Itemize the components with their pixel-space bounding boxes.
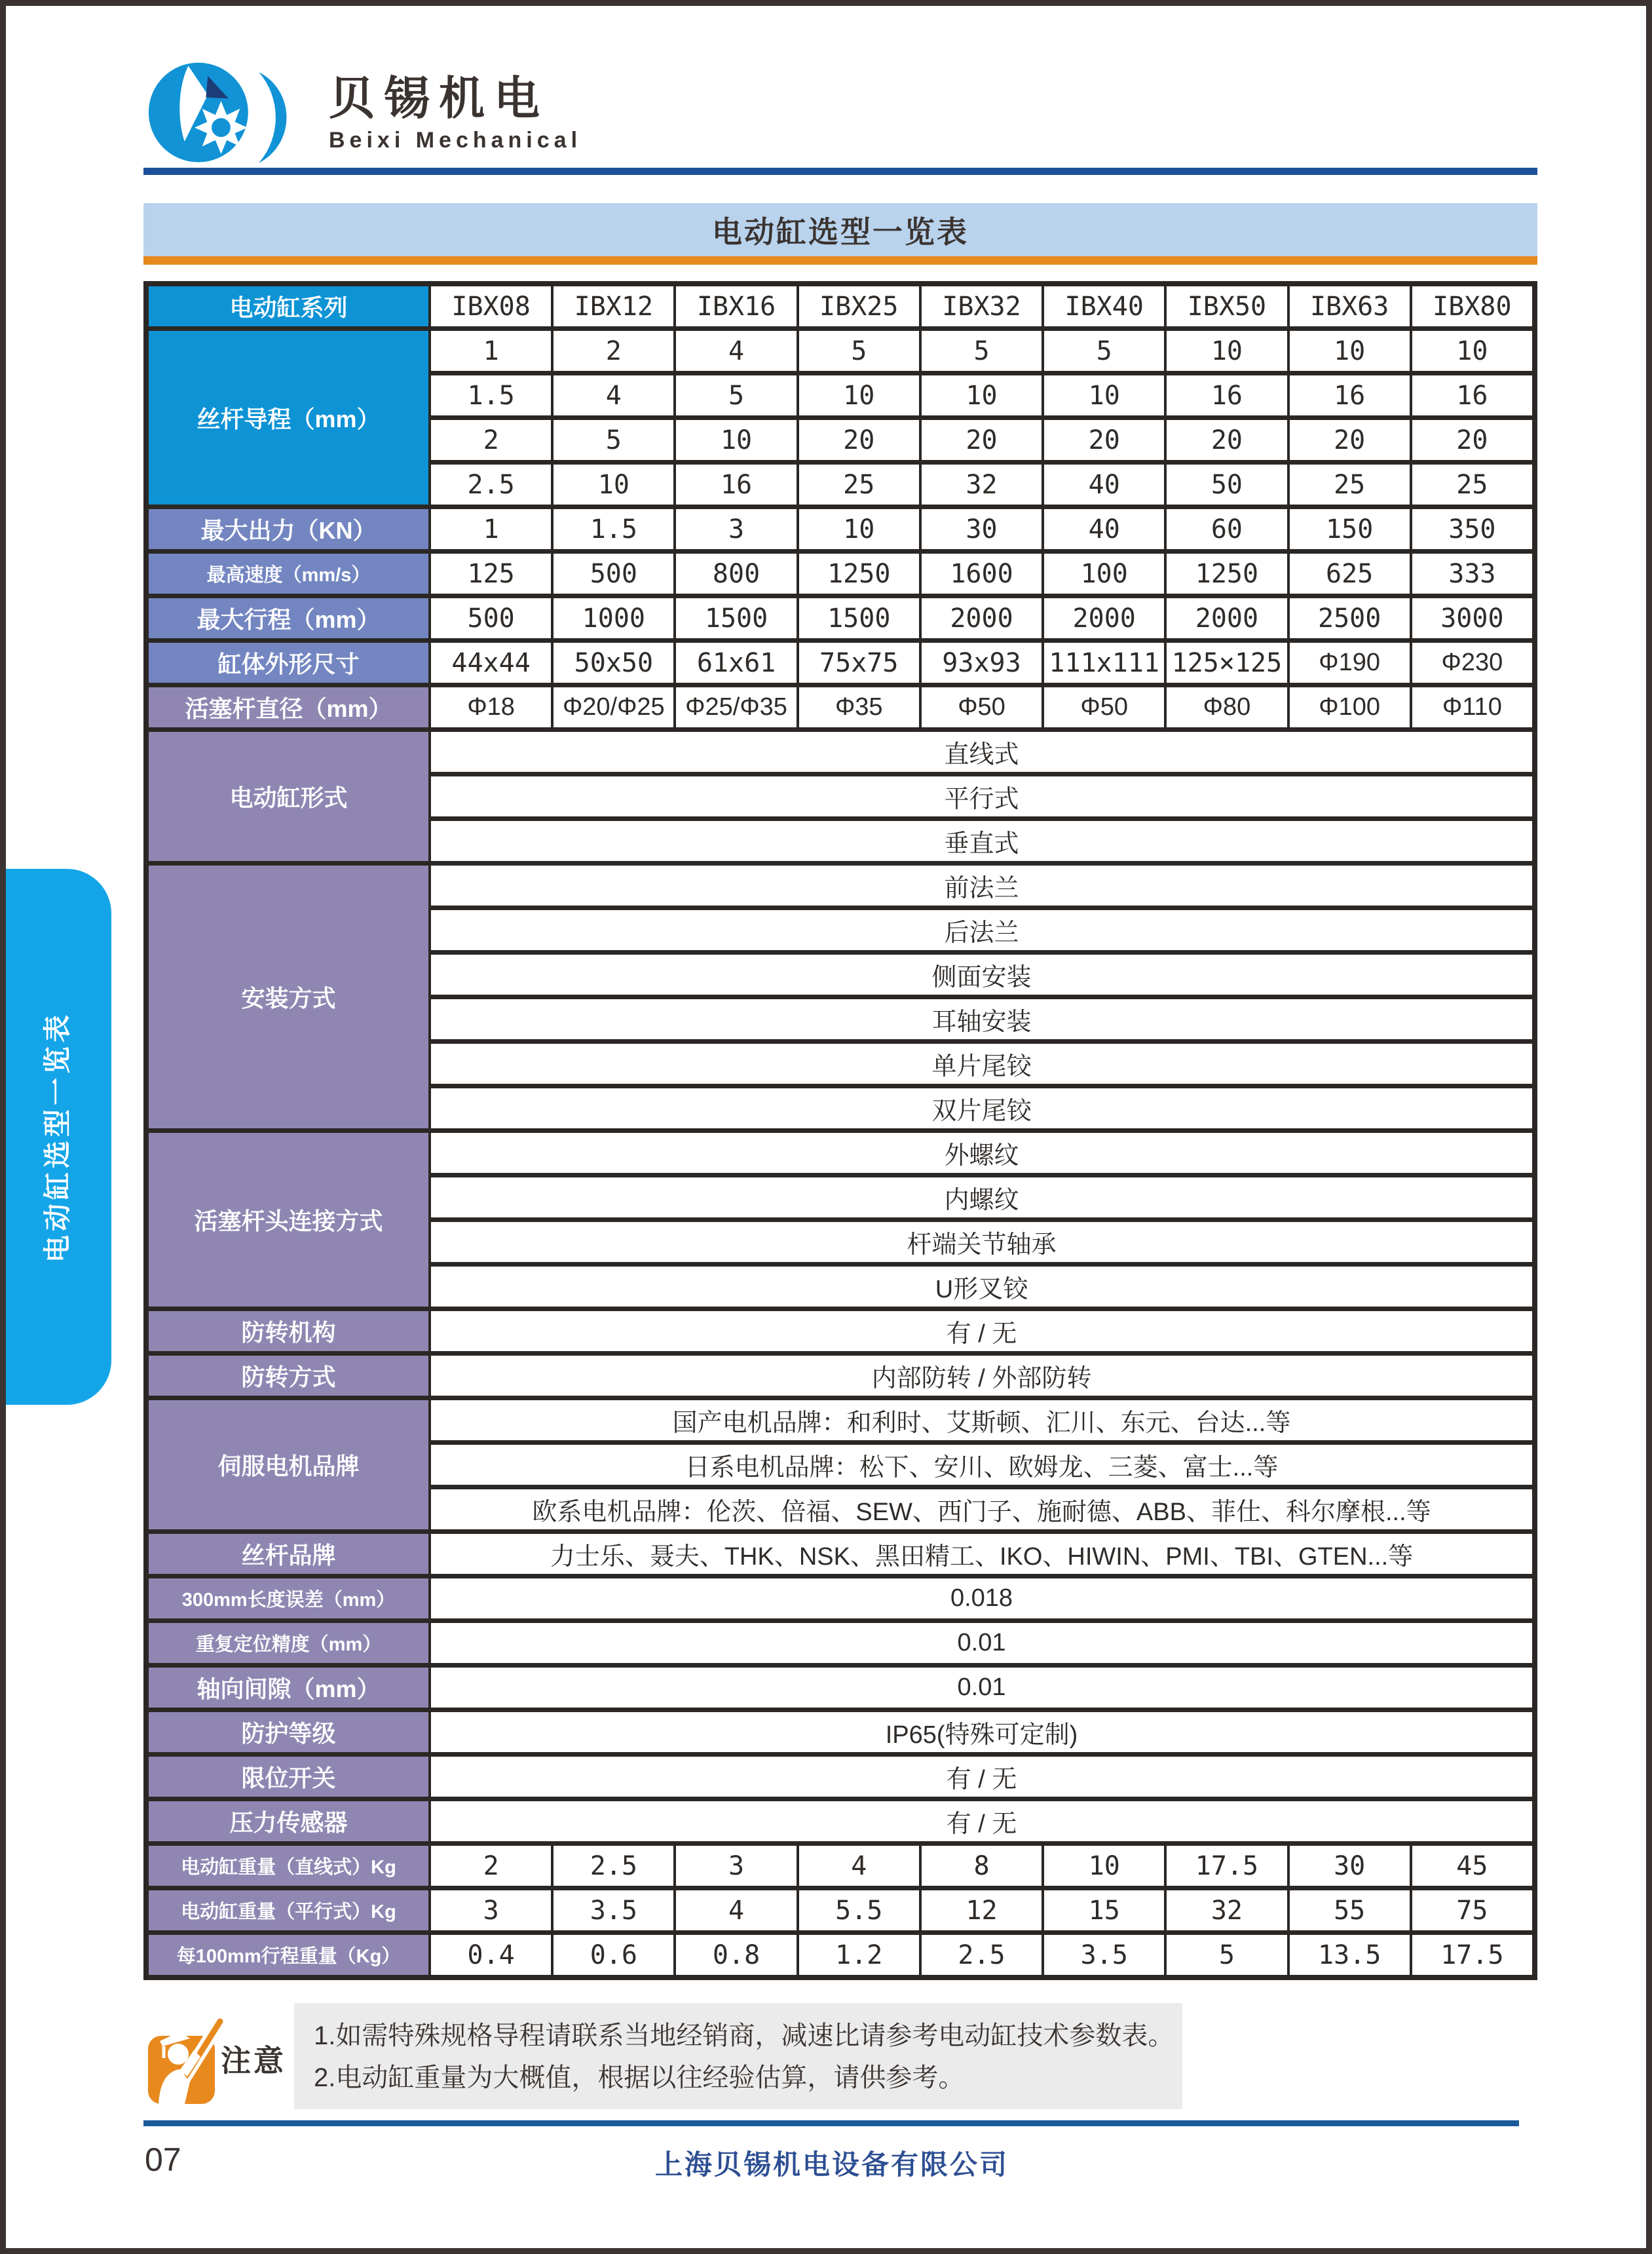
row-label: 活塞杆直径（mm）: [149, 687, 428, 727]
page-number: 07: [145, 2141, 181, 2178]
row-label: 防转方式: [149, 1356, 428, 1396]
series-header-cell: IBX50: [1167, 286, 1286, 326]
data-cell: 2000: [1167, 598, 1286, 638]
data-cell: 3: [431, 1890, 551, 1930]
data-cell: 500: [431, 598, 551, 638]
merged-cell: 后法兰: [431, 910, 1532, 950]
row-label: 伺服电机品牌: [149, 1400, 428, 1529]
data-cell: 10: [1044, 375, 1164, 415]
data-cell: 1250: [799, 554, 919, 594]
data-cell: 100: [1044, 554, 1164, 594]
data-cell: 10: [676, 420, 796, 460]
data-cell: 32: [922, 465, 1042, 505]
side-tab-label: 电动缸选型一览表: [42, 1010, 73, 1263]
row-label: 电动缸重量（直线式）Kg: [149, 1846, 428, 1886]
data-cell: 3.5: [1044, 1935, 1164, 1975]
data-cell: 50x50: [554, 643, 673, 683]
data-cell: 800: [676, 554, 796, 594]
merged-cell: 有 / 无: [431, 1801, 1532, 1841]
data-cell: 1600: [922, 554, 1042, 594]
data-cell: 2: [431, 1846, 551, 1886]
data-cell: 12: [922, 1890, 1042, 1930]
data-cell: 8: [922, 1846, 1042, 1886]
data-cell: Φ80: [1167, 687, 1286, 727]
data-cell: 2: [431, 420, 551, 460]
data-cell: 60: [1167, 509, 1286, 549]
data-cell: 2.5: [554, 1846, 673, 1886]
data-cell: 44x44: [431, 643, 551, 683]
merged-cell: 直线式: [431, 732, 1532, 772]
data-cell: 16: [676, 465, 796, 505]
data-cell: 16: [1167, 375, 1286, 415]
data-cell: 61x61: [676, 643, 796, 683]
row-label: 电动缸重量（平行式）Kg: [149, 1890, 428, 1930]
data-cell: 20: [1290, 420, 1410, 460]
note-section: [143, 2003, 1537, 2109]
data-cell: Φ50: [922, 687, 1042, 727]
data-cell: 2: [554, 331, 673, 371]
series-header-cell: IBX32: [922, 286, 1042, 326]
merged-cell: 外螺纹: [431, 1133, 1532, 1173]
data-cell: 20: [1167, 420, 1286, 460]
data-cell: 4: [676, 331, 796, 371]
merged-cell: 内螺纹: [431, 1177, 1532, 1217]
row-label: 缸体外形尺寸: [149, 643, 428, 683]
row-label: 安装方式: [149, 866, 428, 1128]
data-cell: 1500: [799, 598, 919, 638]
data-cell: 55: [1290, 1890, 1410, 1930]
data-cell: 5: [554, 420, 673, 460]
row-label: 最高速度（mm/s）: [149, 554, 428, 594]
merged-cell: 日系电机品牌：松下、安川、欧姆龙、三菱、富士...等: [431, 1445, 1532, 1485]
data-cell: Φ18: [431, 687, 551, 727]
data-cell: Φ20/Φ25: [554, 687, 673, 727]
data-cell: 40: [1044, 509, 1164, 549]
data-cell: 0.6: [554, 1935, 673, 1975]
data-cell: 3: [676, 509, 796, 549]
row-label: 最大行程（mm）: [149, 598, 428, 638]
data-cell: 125×125: [1167, 643, 1286, 683]
data-cell: 75x75: [799, 643, 919, 683]
data-cell: Φ190: [1290, 643, 1410, 683]
row-label: 轴向间隙（mm）: [149, 1668, 428, 1708]
merged-cell: 0.01: [431, 1623, 1532, 1663]
data-cell: 20: [1044, 420, 1164, 460]
data-cell: 20: [1412, 420, 1532, 460]
data-cell: Φ230: [1412, 643, 1532, 683]
data-cell: 2000: [922, 598, 1042, 638]
data-cell: 5: [1044, 331, 1164, 371]
data-cell: 2.5: [922, 1935, 1042, 1975]
merged-cell: U形叉铰: [431, 1267, 1532, 1307]
data-cell: 30: [1290, 1846, 1410, 1886]
company-name: 上海贝锡机电设备有限公司: [654, 2149, 1009, 2180]
brand-divider: [143, 168, 1537, 175]
data-cell: 10: [922, 375, 1042, 415]
note-icon: [147, 2008, 225, 2107]
merged-cell: 侧面安装: [431, 955, 1532, 995]
merged-cell: 力士乐、聂夫、THK、NSK、黑田精工、IKO、HIWIN、PMI、TBI、GTEN...等: [431, 1534, 1532, 1574]
merged-cell: 国产电机品牌：和利时、艾斯顿、汇川、东元、台达...等: [431, 1400, 1532, 1440]
row-label: 限位开关: [149, 1757, 428, 1797]
data-cell: 15: [1044, 1890, 1164, 1930]
data-cell: 10: [1044, 1846, 1164, 1886]
data-cell: 5.5: [799, 1890, 919, 1930]
data-cell: 4: [799, 1846, 919, 1886]
row-label: 压力传感器: [149, 1801, 428, 1841]
data-cell: Φ35: [799, 687, 919, 727]
data-cell: 13.5: [1290, 1935, 1410, 1975]
data-cell: 25: [1290, 465, 1410, 505]
data-cell: 1: [431, 331, 551, 371]
data-cell: 1500: [676, 598, 796, 638]
data-cell: 17.5: [1412, 1935, 1532, 1975]
data-cell: Φ110: [1412, 687, 1532, 727]
merged-cell: 前法兰: [431, 866, 1532, 906]
note-label: 注意: [221, 2044, 286, 2078]
data-cell: 25: [799, 465, 919, 505]
data-cell: 16: [1290, 375, 1410, 415]
data-cell: 3.5: [554, 1890, 673, 1930]
data-cell: 10: [1290, 331, 1410, 371]
series-label: 电动缸系列: [149, 286, 428, 326]
data-cell: 10: [1412, 331, 1532, 371]
data-cell: 2000: [1044, 598, 1164, 638]
row-label: 防护等级: [149, 1712, 428, 1752]
data-cell: 5: [1167, 1935, 1286, 1975]
data-cell: 5: [922, 331, 1042, 371]
data-cell: 10: [799, 509, 919, 549]
series-header-cell: IBX80: [1412, 286, 1532, 326]
row-label: 最大出力（KN）: [149, 509, 428, 549]
data-cell: 625: [1290, 554, 1410, 594]
data-cell: 4: [554, 375, 673, 415]
brand-text: [329, 72, 582, 153]
series-header-cell: IBX08: [431, 286, 551, 326]
merged-cell: 有 / 无: [431, 1311, 1532, 1351]
data-cell: 125: [431, 554, 551, 594]
page-title: 电动缸选型一览表: [712, 214, 969, 249]
data-cell: Φ25/Φ35: [676, 687, 796, 727]
spec-table: [143, 281, 1537, 1980]
row-label: 丝杆导程（mm）: [149, 331, 428, 505]
data-cell: 2.5: [431, 465, 551, 505]
data-cell: 10: [799, 375, 919, 415]
data-cell: 75: [1412, 1890, 1532, 1930]
merged-cell: 0.01: [431, 1668, 1532, 1708]
row-label: 丝杆品牌: [149, 1534, 428, 1574]
data-cell: 1.2: [799, 1935, 919, 1975]
data-cell: 16: [1412, 375, 1532, 415]
data-cell: 2500: [1290, 598, 1410, 638]
data-cell: 333: [1412, 554, 1532, 594]
data-cell: Φ100: [1290, 687, 1410, 727]
merged-cell: 杆端关节轴承: [431, 1222, 1532, 1262]
data-cell: 1000: [554, 598, 673, 638]
data-cell: 20: [922, 420, 1042, 460]
side-tab: [0, 869, 111, 1405]
data-cell: 45: [1412, 1846, 1532, 1886]
data-cell: 0.8: [676, 1935, 796, 1975]
series-header-cell: IBX12: [554, 286, 673, 326]
row-label: 300mm长度误差（mm）: [149, 1578, 428, 1618]
brand-name-cn: 贝锡机电: [329, 72, 549, 124]
data-cell: 150: [1290, 509, 1410, 549]
merged-cell: 0.018: [431, 1578, 1532, 1618]
data-cell: 1: [431, 509, 551, 549]
data-cell: 111x111: [1044, 643, 1164, 683]
note-line-2: 2.电动缸重量为大概值，根据以往经验估算，请供参考。: [314, 2063, 965, 2092]
data-cell: 32: [1167, 1890, 1286, 1930]
data-cell: 3000: [1412, 598, 1532, 638]
data-cell: Φ50: [1044, 687, 1164, 727]
series-header-cell: IBX16: [676, 286, 796, 326]
data-cell: 10: [554, 465, 673, 505]
series-header-cell: IBX63: [1290, 286, 1410, 326]
data-cell: 20: [799, 420, 919, 460]
merged-cell: 双片尾铰: [431, 1088, 1532, 1128]
data-cell: 40: [1044, 465, 1164, 505]
page-title-bar: [143, 203, 1537, 265]
data-cell: 30: [922, 509, 1042, 549]
data-cell: 1.5: [431, 375, 551, 415]
brand-header: [147, 58, 582, 170]
data-cell: 1250: [1167, 554, 1286, 594]
note-box: [294, 2003, 1182, 2109]
data-cell: 25: [1412, 465, 1532, 505]
merged-cell: 欧系电机品牌：伦茨、倍福、SEW、西门子、施耐德、ABB、菲仕、科尔摩根...等: [431, 1489, 1532, 1529]
data-cell: 50: [1167, 465, 1286, 505]
merged-cell: 平行式: [431, 776, 1532, 816]
data-cell: 1.5: [554, 509, 673, 549]
row-label: 防转机构: [149, 1311, 428, 1351]
row-label: 电动缸形式: [149, 732, 428, 861]
data-cell: 0.4: [431, 1935, 551, 1975]
merged-cell: 有 / 无: [431, 1757, 1532, 1797]
data-cell: 500: [554, 554, 673, 594]
data-cell: 93x93: [922, 643, 1042, 683]
data-cell: 5: [799, 331, 919, 371]
data-cell: 5: [676, 375, 796, 415]
merged-cell: 垂直式: [431, 821, 1532, 861]
data-cell: 3: [676, 1846, 796, 1886]
merged-cell: 单片尾铰: [431, 1044, 1532, 1084]
series-header-cell: IBX25: [799, 286, 919, 326]
row-label: 活塞杆头连接方式: [149, 1133, 428, 1307]
data-cell: 10: [1167, 331, 1286, 371]
row-label: 每100mm行程重量（Kg）: [149, 1935, 428, 1975]
data-cell: 4: [676, 1890, 796, 1930]
merged-cell: 内部防转 / 外部防转: [431, 1356, 1532, 1396]
row-label: 重复定位精度（mm）: [149, 1623, 428, 1663]
note-line-1: 1.如需特殊规格导程请联系当地经销商，减速比请参考电动缸技术参数表。: [314, 2021, 1174, 2050]
data-cell: 350: [1412, 509, 1532, 549]
series-header-cell: IBX40: [1044, 286, 1164, 326]
merged-cell: IP65(特殊可定制): [431, 1712, 1532, 1752]
footer-divider: [143, 2120, 1519, 2126]
merged-cell: 耳轴安装: [431, 999, 1532, 1039]
brand-name-en: Beixi Mechanical: [329, 127, 582, 153]
brand-logo-icon: [147, 60, 310, 168]
data-cell: 17.5: [1167, 1846, 1286, 1886]
